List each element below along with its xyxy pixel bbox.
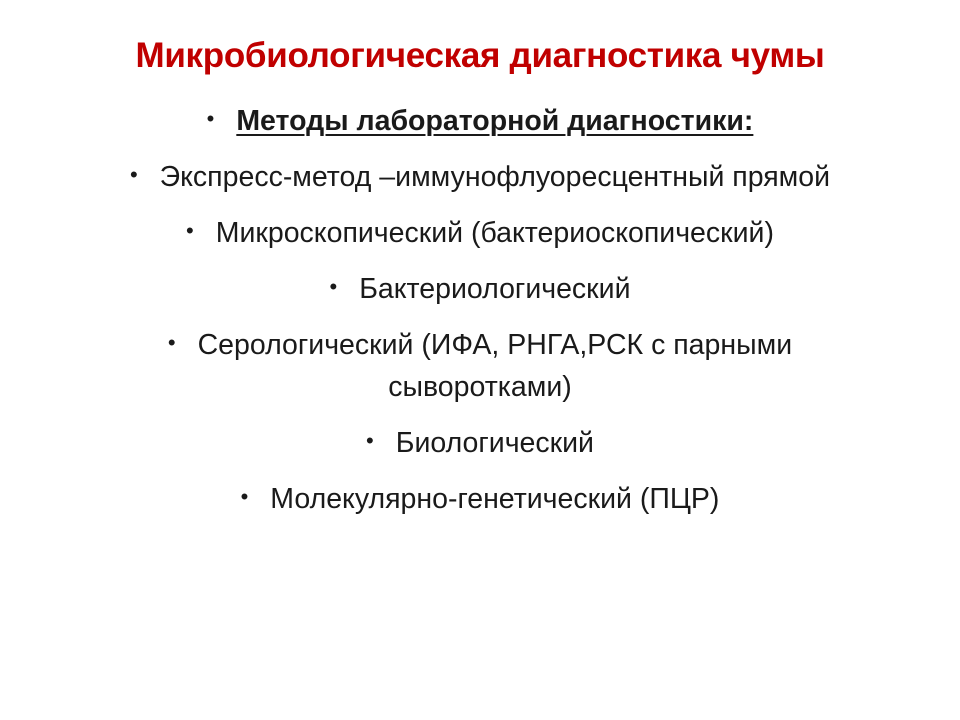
bullet-icon: • bbox=[240, 484, 249, 509]
list-item-microscopic bbox=[70, 210, 890, 254]
bullet-icon: • bbox=[366, 428, 374, 453]
bullet-icon: • bbox=[167, 330, 176, 355]
bullet-icon: • bbox=[186, 218, 194, 243]
bullet-icon: • bbox=[129, 162, 138, 187]
bullet-icon: • bbox=[206, 106, 215, 131]
list-item-heading bbox=[70, 98, 890, 142]
list-item-serological bbox=[120, 322, 840, 408]
list-item-express-method bbox=[70, 154, 890, 198]
bullet-icon: • bbox=[329, 274, 338, 299]
list-item-text: Серологический (ИФА, РНГА,РСК с парными сыворотками) bbox=[197, 329, 793, 403]
list-item-text: Бактериологический bbox=[359, 273, 631, 305]
list-heading-text: Методы лабораторной диагностики: bbox=[236, 105, 754, 137]
slide-title: Микробиологическая диагностика чумы bbox=[135, 36, 825, 75]
list-item-text: Микроскопический (бактериоскопический) bbox=[215, 217, 774, 249]
list-item-text: Молекулярно-генетический (ПЦР) bbox=[270, 483, 720, 515]
list-item-text: Экспресс-метод –иммунофлуоресцентный прямой bbox=[159, 161, 831, 193]
list-item-biological bbox=[70, 420, 890, 464]
list-item-molecular-genetic bbox=[70, 476, 890, 520]
methods-list bbox=[0, 98, 960, 520]
list-item-bacteriological bbox=[70, 266, 890, 310]
list-item-text: Биологический bbox=[395, 427, 594, 459]
